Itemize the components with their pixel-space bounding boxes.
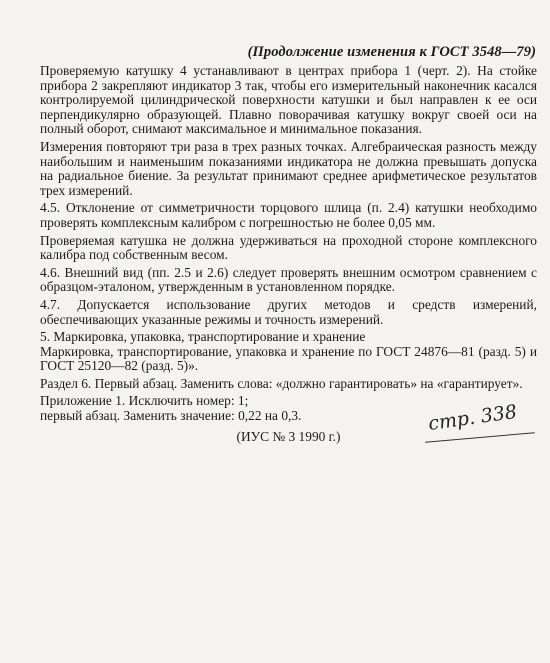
section-heading: 5. Маркировка, упаковка, транспортирование и хранение [40, 329, 366, 345]
paragraph-5: 4.6. Внешний вид (пп. 2.5 и 2.6) следует проверять внешним осмотром сравнением с образцом-эталоном, утвержденным в установленном порядке. [40, 264, 537, 295]
paragraph-7: Маркировка, транспортирование, упаковка и хранение по ГОСТ 24876—81 (разд. 5) и ГОСТ 25120—82 (разд. 5)». [40, 343, 537, 374]
paragraph-4: Проверяемая катушка не должна удерживаться на проходной стороне комплексного калибра под собственным весом. [40, 232, 537, 263]
paragraph-3: 4.5. Отклонение от симметричности торцового шлица (п. 2.4) катушки необходимо проверять комплексным калибром с погрешностью не более 0,05 мм. [40, 200, 537, 230]
paragraph-8: Раздел 6. Первый абзац. Заменить слова: «должно гарантировать» на «гарантирует». [40, 375, 523, 391]
document-body [40, 64, 537, 444]
footer-ius: (ИУС № 3 1990 г.) [236, 428, 341, 444]
handwritten-page-number: стр. 338 [426, 400, 519, 435]
paragraph-6: 4.7. Допускается использование других методов и средств измерений, обеспечивающих указанные режимы и точность измерений. [40, 296, 537, 327]
paragraph-1: Проверяемую катушку 4 устанавливают в центрах прибора 1 (черт. 2). На стойке прибора 2 закрепляют индикатор 3 так, чтобы его измерительный наконечник касался контролируемой цилиндрической поверхности катушки и был направлен к ее оси перпендикулярно образующей. Плавно поворачивая катушку вокруг своей оси на полный оборот, снимают максимальное и минимальное показания. [40, 63, 537, 137]
paragraph-10: первый абзац. Заменить значение: 0,22 на 0,3. [40, 408, 302, 424]
paragraph-2: Измерения повторяют три раза в трех разных точках. Алгебраическая разность между наибольшим и наименьшим показаниями индикатора не должна превышать допуска на радиальное биение. За результат принимают среднее арифметическое результатов трех измерений. [40, 138, 537, 198]
paragraph-9: Приложение 1. Исключить номер: 1; [40, 393, 249, 409]
header-continuation: (Продолжение изменения к ГОСТ 3548—79) [247, 44, 536, 60]
